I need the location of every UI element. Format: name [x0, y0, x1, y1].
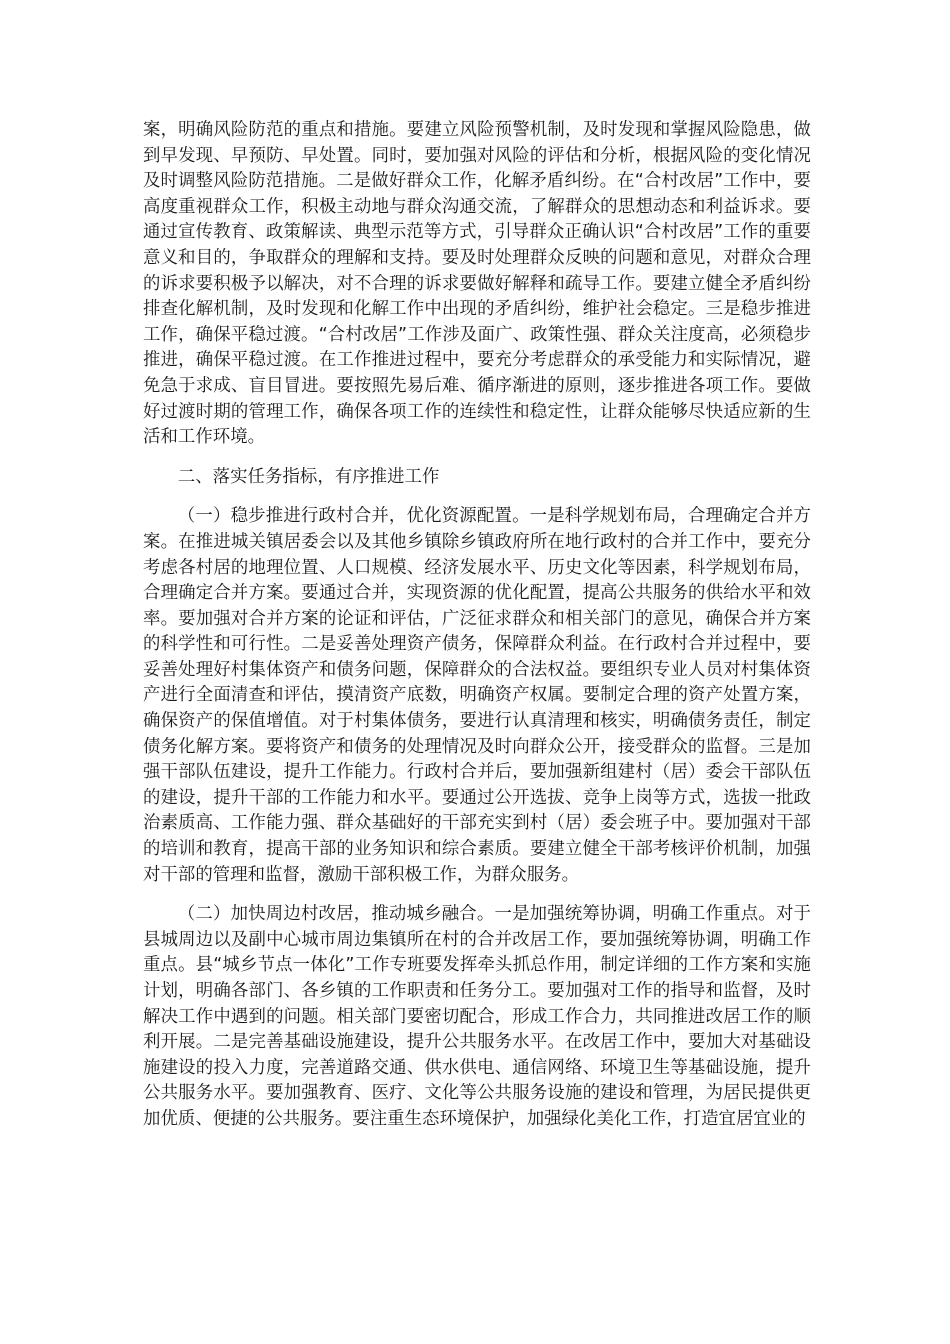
body-paragraph-risk: 案，明确风险防范的重点和措施。要建立风险预警机制，及时发现和掌握风险隐患，做到早发现、早预防、早处置。同时，要加强对风险的评估和分析，根据风险的变化情况及时调整风险防范措施。二是做好群众工作，化解矛盾纠纷。在“合村改居”工作中，要高度重视群众工作，积极主动地与群众沟通交流，了解群众的思想动态和利益诉求。要通过宣传教育、政策解读、典型示范等方式，引导群众正确认识“合村改居”工作的重要意义和目的，争取群众的理解和支持。要及时处理群众反映的问题和意见，对群众合理的诉求要积极予以解决，对不合理的诉求要做好解释和疏导工作。要建立健全矛盾纠纷排查化解机制，及时发现和化解工作中出现的矛盾纠纷，维护社会稳定。三是稳步推进工作，确保平稳过渡。“合村改居”工作涉及面广、政策性强、群众关注度高，必须稳步推进，确保平稳过渡。在工作推进过程中，要充分考虑群众的承受能力和实际情况，避免急于求成、盲目冒进。要按照先易后难、循序渐进的原则，逐步推进各项工作。要做好过渡时期的管理工作，确保各项工作的连续性和稳定性，让群众能够尽快适应新的生活和工作环境。 — [143, 120, 811, 448]
body-paragraph-surrounding: （二）加快周边村改居，推动城乡融合。一是加强统筹协调，明确工作重点。对于县城周边以及副中心城市周边集镇所在村的合并改居工作，要加强统筹协调，明确工作重点。县“城乡节点一体化”工作专班要发挥牵头抓总作用，制定详细的工作方案和实施计划，明确各部门、各乡镇的工作职责和任务分工。要加强对工作的指导和监督，及时解决工作中遇到的问题。相关部门要密切配合，形成工作合力，共同推进改居工作的顺利开展。二是完善基础设施建设，提升公共服务水平。在改居工作中，要加大对基础设施建设的投入力度，完善道路交通、供水供电、通信网络、环境卫生等基础设施，提升公共服务水平。要加强教育、医疗、文化等公共服务设施的建设和管理，为居民提供更加优质、便捷的公共服务。要注重生态环境保护，加强绿化美化工作，打造宜居宜业的 — [143, 904, 811, 1129]
section-heading: 二、落实任务指标，有序推进工作 — [177, 466, 440, 487]
paragraph-gap — [143, 888, 811, 902]
paragraph-gap — [143, 451, 811, 465]
document-page — [143, 118, 811, 1133]
body-paragraph-merge: （一）稳步推进行政村合并，优化资源配置。一是科学规划布局，合理确定合并方案。在推进城关镇居委会以及其他乡镇除乡镇政府所在地行政村的合并工作中，要充分考虑各村居的地理位置、人口规模、经济发展水平、历史文化等因素，科学规划布局，合理确定合并方案。要通过合并，实现资源的优化配置，提高公共服务的供给水平和效率。要加强对合并方案的论证和评估，广泛征求群众和相关部门的意见，确保合并方案的科学性和可行性。二是妥善处理资产债务，保障群众利益。在行政村合并过程中，要妥善处理好村集体资产和债务问题，保障群众的合法权益。要组织专业人员对村集体资产进行全面清查和评估，摸清资产底数，明确资产权属。要制定合理的资产处置方案，确保资产的保值增值。对于村集体债务，要进行认真清理和核实，明确债务责任，制定债务化解方案。要将资产和债务的处理情况及时向群众公开，接受群众的监督。三是加强干部队伍建设，提升工作能力。行政村合并后，要加强新组建村（居）委会干部队伍的建设，提升干部的工作能力和水平。要通过公开选拔、竞争上岗等方式，选拔一批政治素质高、工作能力强、群众基础好的干部充实到村（居）委会班子中。要加强对干部的培训和教育，提高干部的业务知识和综合素质。要建立健全干部考核评价机制，加强对干部的管理和监督，激励干部积极工作，为群众服务。 — [143, 506, 811, 885]
paragraph-gap — [143, 490, 811, 504]
